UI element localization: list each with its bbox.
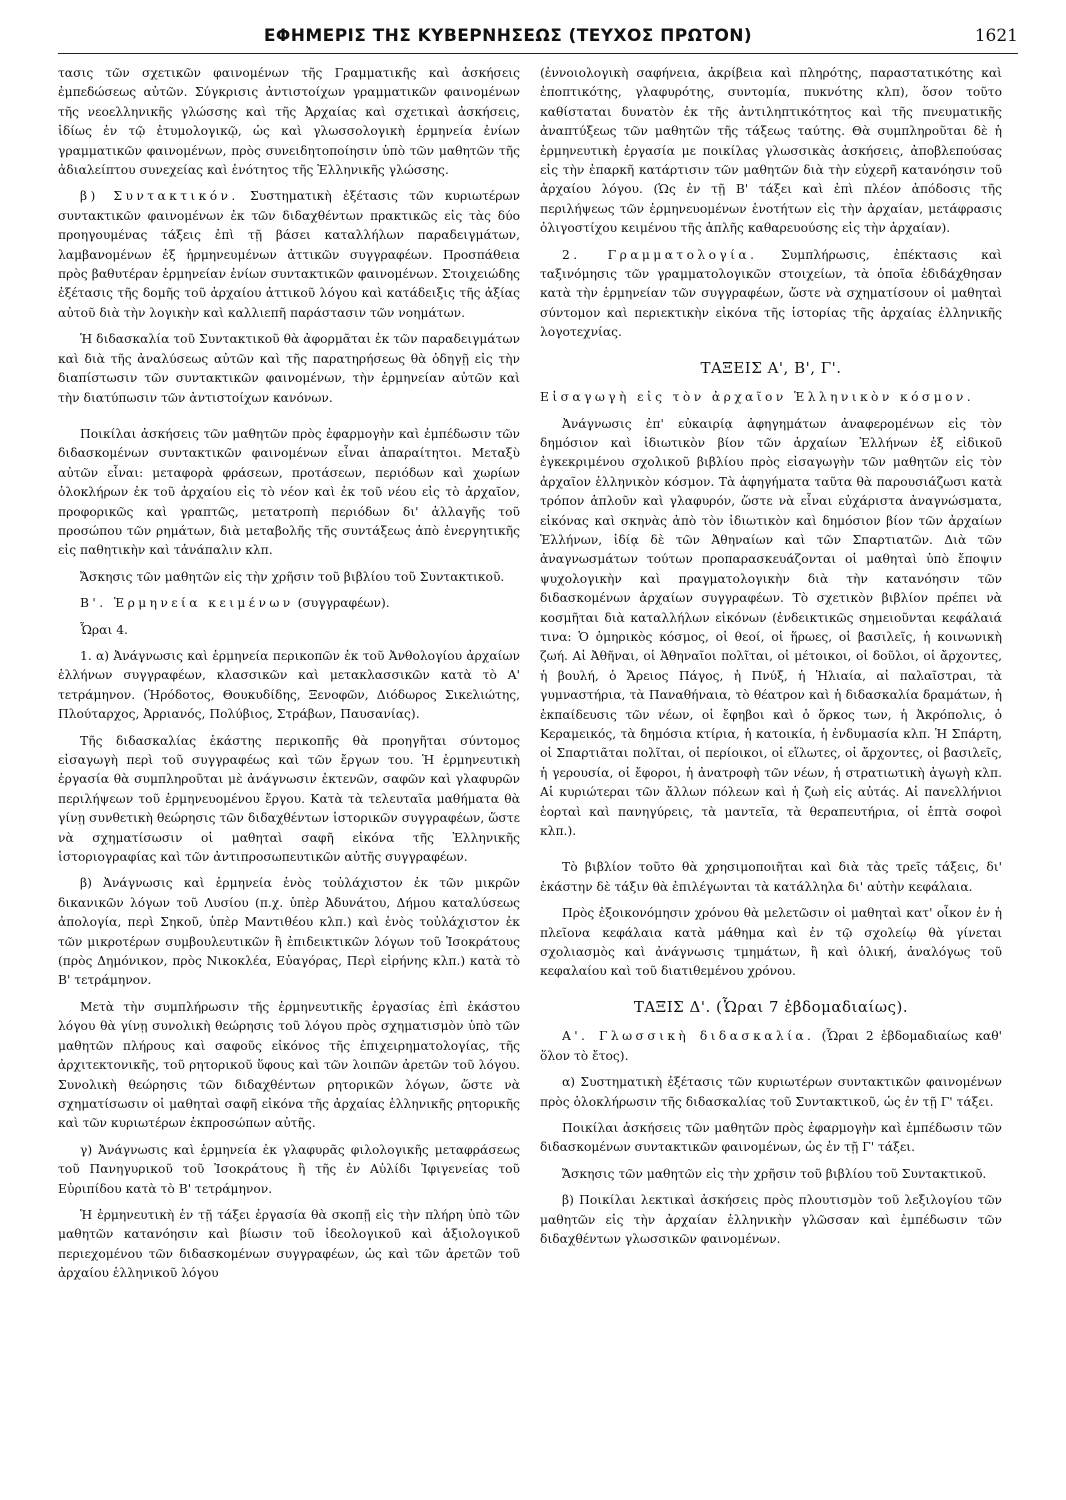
paragraph: Τῆς διδασκαλίας ἑκάστης περικοπῆς θὰ προηγῆται σύντομος εἰσαγωγὴ περὶ τοῦ συγγραφέως καὶ τῶν ἔργων του. Ἡ ἑρμηνευτικὴ ἐργασία θὰ συμπληροῦται μὲ ἀνάγνωσιν ἐκτενῶν, σαφῶν καὶ γλαφυρῶν περιλήψεων τοῦ ἑρμηνευομένου ἔργου. Κατὰ τὰ τελευταῖα μαθήματα θὰ γίνῃ συνθετικὴ θεώρησις τῶν διδαχθέντων ἱστορικῶν συγγραφέων, ὥστε νὰ σχηματίσωσιν οἱ μαθηταὶ σαφῆ εἰκόνα τῆς Ἑλληνικῆς ἱστοριογραφίας καὶ τῶν ἀντιπροσωπευτικῶν αὐτῆς συγγραφέων.: [58, 733, 520, 865]
paragraph: γ) Ἀνάγνωσις καὶ ἑρμηνεία ἐκ γλαφυρᾶς φιλολογικῆς μεταφράσεως τοῦ Πανηγυρικοῦ τοῦ Ἰσοκράτους ἢ τῆς ἐν Αὐλίδι Ἰφιγενείας τοῦ Εὐριπίδου κατὰ τὸ Β' τετράμηνον.: [58, 1142, 520, 1196]
class-heading: ΤΑΞΕΙΣ Α', Β', Γ'.: [700, 358, 842, 377]
paragraph: Ποικίλαι ἀσκήσεις τῶν μαθητῶν πρὸς ἐφαρμογὴν καὶ ἐμπέδωσιν τῶν διδασκομένων συντακτικῶν φαινομένων, ὡς ἐν τῇ Γ' τάξει.: [540, 1120, 1002, 1155]
paragraph: Πρὸς ἐξοικονόμησιν χρόνου θὰ μελετῶσιν οἱ μαθηταὶ κατ' οἶκον ἐν ἡ πλεῖονα κεφάλαια κατὰ μάθημα καὶ ἐν τῷ σχολείῳ θὰ γίνεται σχολιασμὸς καὶ ἀνάγνωσις τμημάτων, ἢ καὶ ὁλική, ἀναλόγως τοῦ κεφαλαίου καὶ τοῦ διατιθεμένου χρόνου.: [540, 906, 1002, 979]
page-title: ΕΦΗΜΕΡΙΣ ΤΗΣ ΚΥΒΕΡΝΗΣΕΩΣ (ΤΕΥΧΟΣ ΠΡΩΤΟΝ): [263, 26, 753, 46]
paragraph-text: (Ὧραι 2 ἑβδομαδιαίως καθ' ὅλον τὸ ἔτος).: [540, 1029, 1002, 1063]
section-label: 2. Γραμματολογία.: [562, 247, 758, 262]
paragraph: Ἀνάγνωσις ἐπ' εὐκαιρίᾳ ἀφηγημάτων ἀναφερομένων εἰς τὸν δημόσιον καὶ ἰδιωτικὸν βίον τῶν ἀρχαίων Ἑλλήνων ἐξ εἰδικοῦ ἐγκεκριμένου σχολικοῦ βιβλίου πρὸς εἰσαγωγὴν τῶν μαθητῶν εἰς τὸν ἀρχαῖον ἑλληνικὸν κόσμον. Τὰ ἀφηγήματα ταῦτα θὰ παρουσιάζωσι κατὰ τρόπον ἁπλοῦν καὶ γλαφυρόν, ὥστε νὰ εἶναι εὐχάριστα ἀναγνώσματα, εἰκόνας καὶ σκηνὰς ἀπὸ τὸν ἰδιωτικὸν καὶ δημόσιον βίον τῶν ἀρχαίων Ἑλλήνων, ἰδίᾳ δὲ τῶν Ἀθηναίων καὶ τῶν Σπαρτιατῶν. Διὰ τῶν ἀναγνωσμάτων τούτων προπαρασκευάζονται οἱ μαθηταὶ ὑπὸ ἔποψιν ψυχολογικὴν καὶ πραγματολογικὴν διὰ τὴν κατανόησιν τῶν διδασκομένων ἀρχαίων συγγραφέων. Τὸ σχετικὸν βιβλίον πρέπει νὰ κοσμῆται διὰ καταλλήλων εἰκόνων (ἐνδεικτικῶς σημειοῦνται κεφάλαιά τινα: Ὁ ὁμηρικὸς κόσμος, οἱ θεοί, οἱ ἥρωες, οἱ βασιλεῖς, ἡ κοινωνικὴ ζωή. Αἱ Ἀθῆναι, οἱ Ἀθηναῖοι πολῖται, οἱ μέτοικοι, οἱ δοῦλοι, οἱ ἄρχοντες, ἡ βουλή, ὁ Ἄρειος Πάγος, ἡ Πνύξ, ἡ Ἡλιαία, αἱ παλαῖστραι, τὰ γυμναστήρια, τὰ Παναθήναια, τὸ θέατρον καὶ ἡ διδασκαλία δραμάτων, ἡ ἐκπαίδευσις τῶν νέων, οἱ ἔφηβοι καὶ ὁ ὅρκος των, ἡ Ἀκρόπολις, ὁ Κεραμεικός, τὰ δημόσια κτίρια, ἡ κατοικία, ἡ ἐνδυμασία κλπ. Ἡ Σπάρτη, οἱ Σπαρτιᾶται πολῖται, οἱ περίοικοι, οἱ εἵλωτες, οἱ ἄρχοντες, οἱ βασιλεῖς, ἡ γερουσία, οἱ ἔφοροι, ἡ ἀνατροφὴ τῶν νέων, ἡ στρατιωτικὴ ἀγωγὴ κλπ. Αἱ κυριώτεραι τῶν ἄλλων πόλεων καὶ ἡ ζωὴ εἰς αὐτάς. Αἱ πανελλήνιοι ἑορταὶ καὶ πανηγύρεις, τὰ μαντεῖα, τὰ θεραπευτήρια, οἱ ἑπτὰ σοφοὶ κλπ.).: [540, 416, 1002, 839]
paragraph: β) Ποικίλαι λεκτικαὶ ἀσκήσεις πρὸς πλουτισμὸν τοῦ λεξιλογίου τῶν μαθητῶν εἰς τὴν ἀρχαίαν ἑλληνικὴν γλῶσσαν καὶ ἐμπέδωσιν τῶν διδαχθέντων γλωσσικῶν φαινομένων.: [540, 1193, 1002, 1246]
subheading: Εἰσαγωγὴ εἰς τὸν ἀρχαῖον Ἑλληνικὸν κόσμον.: [540, 390, 975, 405]
paragraph: (ἐννοιολογικὴ σαφήνεια, ἀκρίβεια καὶ πληρότης, παραστατικότης καὶ ἐποπτικότης, γλαφυρότης, συντομία, πυκνότης κλπ), ὅσον τοῦτο καθίσταται δυνατὸν ἐκ τῆς ἀντιληπτικότητος καὶ τῆς πνευματικῆς ἀναπτύξεως τῶν μαθητῶν τῆς τάξεως ταύτης. Θὰ συμπληροῦται δὲ ἡ ἑρμηνευτικὴ ἐργασία με ποικίλας γλωσσικὰς ἀσκήσεις, ἀποβλεπούσας εἰς τὴν ἐπαρκῆ κατάρτισιν τῶν μαθητῶν διὰ τὴν εὐχερῆ κατανόησιν τοῦ ἀρχαίου λόγου. (Ὡς ἐν τῇ Β' τάξει καὶ ἐπὶ πλέον ἀπόδοσις τῆς περιλήψεως τῶν ἑρμηνευομένων ἑνοτήτων εἰς τὴν ἀρχαίαν, μετάφρασις ὀλιγοστίχου κειμένου τῆς ἁπλῆς καθαρευούσης εἰς τὴν ἀρχαίαν).: [540, 66, 1002, 236]
right-column: [540, 64, 1002, 1256]
section-heading: [58, 594, 520, 613]
page-number: 1621: [974, 26, 1018, 46]
section-label: Β'. Ἑρμηνεία κειμένων: [80, 596, 294, 611]
paragraph-text: Συστηματικὴ ἐξέτασις τῶν κυριωτέρων συντακτικῶν φαινομένων ἐκ τῶν διδαχθέντων πρακτικῶς εἰς τὰς δύο προηγουμένας τάξεις ἐπὶ τῇ βάσει καταλλήλων παραδειγμάτων, λαμβανομένων ἐξ ἡρμηνευμένων ἀττικῶν συγγραφέων. Προσπάθεια πρὸς βαθυτέραν ἑρμηνείαν ἐνίων συντακτικῶν φαινομένων. Στοιχειώδης ἐξέτασις τῆς δομῆς τοῦ ἀρχαίου ἀττικοῦ λόγου καὶ κατάδειξις τῆς ἀξίας αὐτοῦ διὰ τὴν λογικὴν καὶ καλλιεπῆ παράστασιν τῶν νοημάτων.: [58, 189, 520, 320]
paragraph: Μετὰ τὴν συμπλήρωσιν τῆς ἑρμηνευτικῆς ἐργασίας ἐπὶ ἑκάστου λόγου θὰ γίνῃ συνολικὴ θεώρησις τοῦ λόγου πρὸς σχηματισμὸν ὑπὸ τῶν μαθητῶν πλήρους καὶ σαφοῦς εἰκόνος τῆς ἐπιχειρηματολογίας, τῆς ἀρχιτεκτονικῆς, τοῦ ρητορικοῦ ὕφους καὶ τῶν λοιπῶν ἀρετῶν τοῦ λόγου. Συνολικὴ θεώρησις τῶν διδαχθέντων ρητορικῶν λόγων, ὥστε νὰ σχηματίσωσιν οἱ μαθηταὶ σαφῆ εἰκόνα τῆς ἀρχαίας ἑλληνικῆς ρητορικῆς καὶ τῶν κυριωτέρων ἐκπροσώπων αὐτῆς.: [58, 999, 520, 1131]
paragraph: β) Ἀνάγνωσις καὶ ἑρμηνεία ἑνὸς τοὐλάχιστον ἐκ τῶν μικρῶν δικανικῶν λόγων τοῦ Λυσίου (π.χ. ὑπὲρ Ἀδυνάτου, Δήμου καταλύσεως ἀπολογία, περὶ Σηκοῦ, ὑπὲρ Μαντιθέου κλπ.) καὶ ἑνὸς τοὐλάχιστον ἐκ τῶν μικροτέρων συμβουλευτικῶν ἢ ἐπιδεικτικῶν λόγων τοῦ Ἰσοκράτους (πρὸς Δημόνικον, πρὸς Νικοκλέα, Εὐαγόρας, Περὶ εἰρήνης κλπ.) κατὰ τὸ Β' τετράμηνον.: [58, 876, 520, 988]
paragraph: τασις τῶν σχετικῶν φαινομένων τῆς Γραμματικῆς καὶ ἀσκήσεις ἐμπεδώσεως αὐτῶν. Σύγκρισις ἀντιστοίχων γραμματικῶν φαινομένων τῆς νεοελληνικῆς γλώσσης καὶ τῆς Ἀρχαίας καὶ σχετικαὶ ἀσκήσεις, ἰδίως ἐν τῷ ἐτυμολογικῷ, ὡς καὶ γλωσσολογικὴ ἑρμηνεία ἐνίων γραμματικῶν φαινομένων, πρὸς συνειδητοποίησιν ὑπὸ τῶν μαθητῶν τῆς ἀδιαλείπτου συνεχείας καὶ ἑνότητος τῆς Ἑλληνικῆς γλώσσης.: [58, 66, 520, 178]
left-column: [58, 64, 520, 1291]
paragraph: Ἡ ἑρμηνευτικὴ ἐν τῇ τάξει ἐργασία θὰ σκοπῇ εἰς τὴν πλήρη ὑπὸ τῶν μαθητῶν κατανόησιν καὶ βίωσιν τοῦ ἰδεολογικοῦ καὶ ἀξιολογικοῦ περιεχομένου τῶν διδασκομένων συγγραφέων, ὡς καὶ τῶν ἀρετῶν τοῦ ἀρχαίου ἑλληνικοῦ λόγου: [58, 1207, 520, 1281]
paragraph: Ἄσκησις τῶν μαθητῶν εἰς τὴν χρῆσιν τοῦ βιβλίου τοῦ Συντακτικοῦ.: [562, 1166, 987, 1181]
paragraph: Ἡ διδασκαλία τοῦ Συντακτικοῦ θὰ ἀφορμᾶται ἐκ τῶν παραδειγμάτων καὶ διὰ τῆς ἀναλύσεως αὐτῶν καὶ τῆς παρατηρήσεως θὰ ὁδηγῇ εἰς τὴν διαπίστωσιν τῶν συντακτικῶν φαινομένων, τὴν ἑρμηνείαν αὐτῶν καὶ τὴν διατύπωσιν τῶν ἀντιστοίχων κανόνων.: [58, 332, 520, 405]
hours-note: Ὧραι 4.: [80, 622, 128, 637]
class-heading: ΤΑΞΙΣ Δ'. (Ὧραι 7 ἑβδομαδιαίως).: [633, 997, 909, 1016]
paragraph: [540, 246, 1002, 343]
section-label-paren: (συγγραφέων).: [297, 596, 390, 611]
paragraph: 1. α) Ἀνάγνωσις καὶ ἑρμηνεία περικοπῶν ἐκ τοῦ Ἀνθολογίου ἀρχαίων ἑλλήνων συγγραφέων, κλασσικῶν καὶ μετακλασσικῶν κατὰ τὸ Α' τετράμηνον. (Ἡρόδοτος, Θουκυδίδης, Ξενοφῶν, Διόδωρος Σικελιώτης, Πλούταρχος, Ἀρριανός, Πολύβιος, Στράβων, Παυσανίας).: [58, 648, 520, 722]
section-label: β) Συντακτικόν.: [80, 189, 239, 204]
section-label: Α'. Γλωσσικὴ διδασκαλία.: [562, 1029, 815, 1044]
paragraph: Ποικίλαι ἀσκήσεις τῶν μαθητῶν πρὸς ἐφαρμογὴν καὶ ἐμπέδωσιν τῶν διδασκομένων συντακτικῶν φαινομένων εἶναι ἀπαραίτητοι. Μεταξὺ αὐτῶν εἶναι: μεταφορὰ φράσεων, προτάσεων, περιόδων καὶ χωρίων ὁλοκλήρων ἐκ τοῦ ἀρχαίου εἰς τὸ νέον καὶ ἐκ τοῦ νέου εἰς τὸ ἀρχαῖον, προφορικῶς καὶ γραπτῶς, μετατροπὴ περιόδων δι' ἀλλαγῆς τοῦ προσώπου τῶν ρημάτων, διὰ μεταβολῆς τῆς συντάξεως ἀπὸ ἐνεργητικῆς εἰς παθητικὴν καὶ τἀνάπαλιν κλπ.: [58, 426, 520, 558]
paragraph: Τὸ βιβλίον τοῦτο θὰ χρησιμοποιῆται καὶ διὰ τὰς τρεῖς τάξεις, δι' ἑκάστην δὲ τάξιν θὰ ἐπιλέγωνται τὰ κατάλληλα δι' αὐτὴν κεφάλαια.: [540, 860, 1002, 894]
paragraph: [540, 1027, 1002, 1066]
header-rule: [58, 53, 1018, 54]
paragraph: Ἄσκησις τῶν μαθητῶν εἰς τὴν χρῆσιν τοῦ βιβλίου τοῦ Συντακτικοῦ.: [80, 569, 505, 584]
page-header: [58, 20, 1018, 50]
paragraph-text: Συμπλήρωσις, ἐπέκτασις καὶ ταξινόμησις τῶν γραμματολογικῶν στοιχείων, τὰ ὁποῖα ἐδιδάχθησαν κατὰ τὴν ἑρμηνείαν τῶν συγγραφέων, ὥστε νὰ σχηματίσουν οἱ μαθηταὶ σύντομον καὶ περιεκτικὴν εἰκόνα τῆς ἱστορίας τῆς ἀρχαίας ἑλληνικῆς λογοτεχνίας.: [540, 247, 1002, 340]
paragraph: α) Συστηματικὴ ἐξέτασις τῶν κυριωτέρων συντακτικῶν φαινομένων πρὸς ὁλοκλήρωσιν τῆς διδασκαλίας τοῦ Συντακτικοῦ, ὡς ἐν τῇ Γ' τάξει.: [540, 1075, 1002, 1109]
paragraph: [58, 187, 520, 323]
